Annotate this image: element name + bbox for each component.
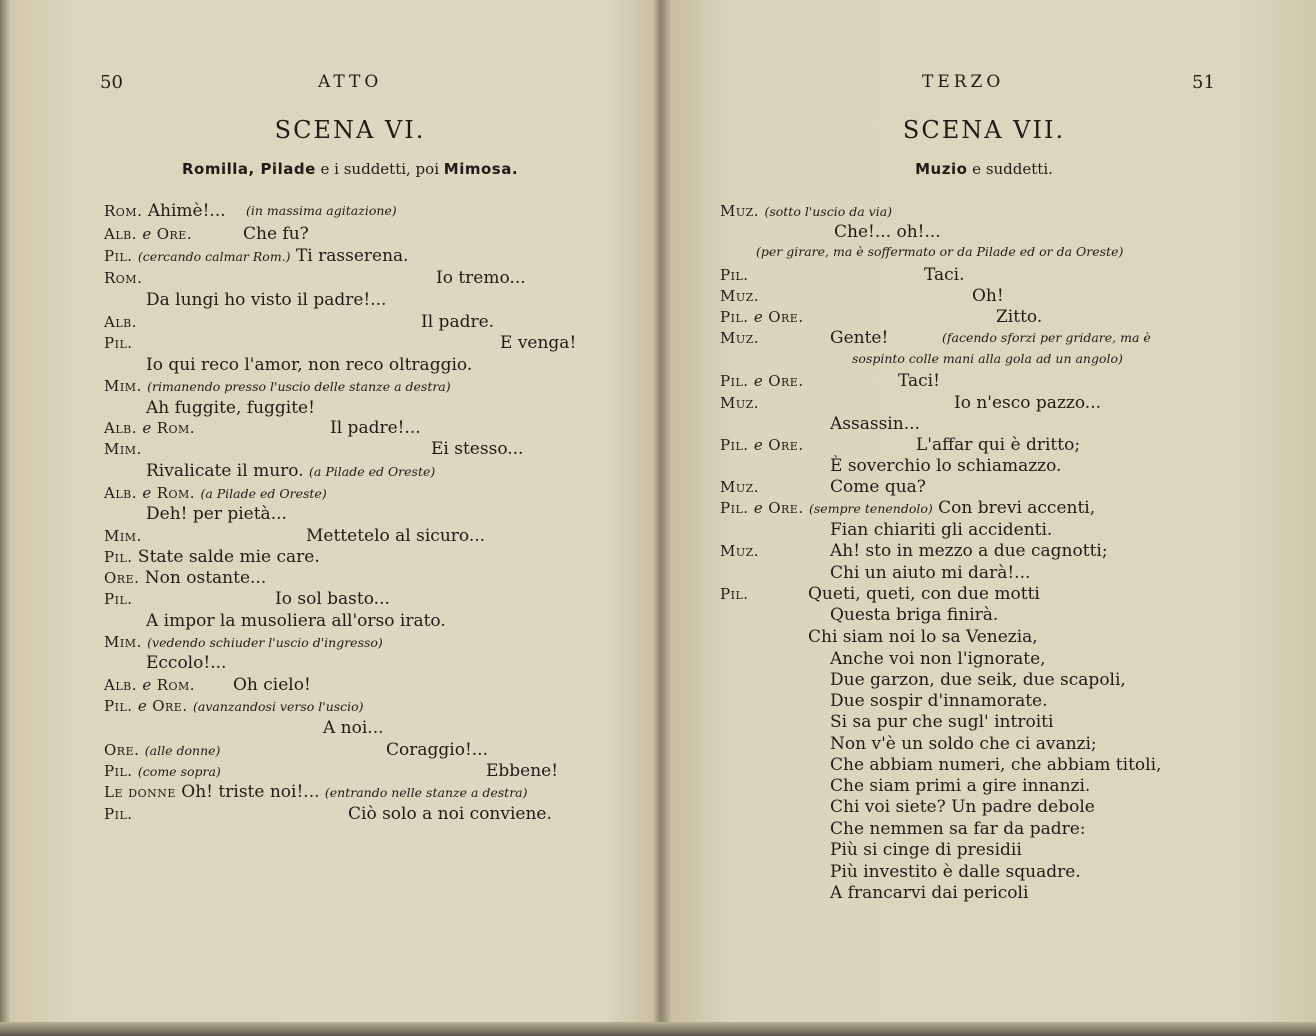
verse: Che nemmen sa far da padre:	[830, 819, 1086, 839]
right-page	[660, 0, 1316, 1036]
conjunction: e	[753, 372, 763, 390]
script-line	[104, 224, 192, 244]
running-head: ATTO	[318, 72, 383, 92]
stage-direction: (a Pilade ed Oreste)	[309, 464, 436, 479]
speaker: Alb.	[104, 313, 137, 331]
verse: Chi voi siete? Un padre debole	[830, 797, 1095, 817]
stage-direction: (cercando calmar Rom.)	[137, 249, 291, 264]
stage-direction: (rimanendo presso l'uscio delle stanze a destra)	[147, 379, 451, 394]
stage-direction: (per girare, ma è soffermato or da Pilade ed or da Oreste)	[756, 244, 1124, 259]
verse: Io qui reco l'amor, non reco oltraggio.	[146, 355, 473, 375]
speaker: Ore.	[156, 225, 193, 243]
verse: Non ostante...	[144, 568, 267, 588]
verse: Che fu?	[243, 224, 309, 244]
script-line	[104, 418, 195, 438]
stage-direction: (in massima agitazione)	[246, 203, 397, 218]
running-head: TERZO	[922, 72, 1005, 92]
conjunction: e	[142, 419, 152, 437]
verse: Oh cielo!	[233, 675, 311, 695]
verse: Che siam primi a gire innanzi.	[830, 776, 1091, 796]
script-line	[720, 371, 804, 391]
speaker: Mim.	[104, 633, 142, 651]
page-number: 51	[1192, 72, 1215, 93]
conjunction: e	[142, 676, 152, 694]
speaker: Rom.	[104, 202, 143, 220]
verse: Deh! per pietà...	[146, 504, 287, 524]
cast-name: Mimosa	[443, 160, 512, 178]
speaker: Pil.	[104, 247, 133, 265]
verse: Anche voi non l'ignorate,	[830, 649, 1046, 669]
speaker: Pil.	[720, 436, 749, 454]
stage-direction: (come sopra)	[137, 764, 221, 779]
speaker: Rom.	[156, 676, 196, 694]
scene-cast	[20, 160, 680, 178]
verse: Il padre!...	[330, 418, 421, 438]
speaker: Pil.	[104, 334, 133, 352]
speaker: Muz.	[720, 394, 760, 412]
verse: A noi...	[323, 718, 384, 738]
speaker: Pil.	[104, 762, 133, 780]
speaker: Pil.	[104, 590, 133, 608]
script-line	[104, 483, 327, 504]
verse: Oh! triste noi!...	[181, 782, 320, 802]
verse: Io sol basto...	[275, 589, 390, 609]
verse: A francarvi dai pericoli	[830, 883, 1029, 903]
conjunction: e	[753, 499, 763, 517]
verse: Taci.	[924, 265, 965, 285]
verse: Io n'esco pazzo...	[954, 393, 1101, 413]
script-line	[104, 201, 226, 221]
cast-name: Pilade	[260, 160, 316, 178]
speaker: Pil.	[720, 372, 749, 390]
stage-direction: (a Pilade ed Oreste)	[200, 486, 327, 501]
script-line	[720, 435, 804, 455]
speaker: Pil.	[720, 499, 749, 517]
verse: Eccolo!...	[146, 653, 227, 673]
speaker: Rom.	[104, 269, 143, 287]
verse: Ah fuggite, fuggite!	[146, 398, 315, 418]
scene-cast	[656, 160, 1312, 178]
script-line	[104, 782, 528, 803]
speaker: Muz.	[720, 202, 760, 220]
speaker: Mim.	[104, 377, 142, 395]
verse: Questa briga finirà.	[830, 605, 999, 625]
verse: Chi un aiuto mi darà!...	[830, 563, 1031, 583]
verse: Queti, queti, con due motti	[808, 584, 1040, 604]
speaker: Muz.	[720, 542, 760, 560]
speaker: Mim.	[104, 440, 142, 458]
stage-direction: (avanzandosi verso l'uscio)	[193, 699, 364, 714]
verse: Ciò solo a noi conviene.	[348, 804, 552, 824]
script-line	[104, 740, 220, 761]
verse: Rivalicate il muro.	[146, 461, 304, 481]
conjunction: e	[137, 697, 147, 715]
speaker: Alb.	[104, 484, 137, 502]
speaker: Pil.	[104, 548, 133, 566]
verse: Gente!	[830, 328, 889, 348]
speaker: Pil.	[720, 585, 749, 603]
verse: Io tremo...	[436, 268, 526, 288]
verse: A impor la musoliera all'orso irato.	[146, 611, 446, 631]
verse: Che abbiam numeri, che abbiam titoli,	[830, 755, 1162, 775]
verse: Ti rasserena.	[295, 246, 409, 266]
verse: Oh!	[972, 286, 1004, 306]
verse: Più si cinge di presidii	[830, 840, 1022, 860]
verse: Come qua?	[830, 477, 926, 497]
script-line	[104, 547, 320, 567]
speaker: Muz.	[720, 478, 760, 496]
verse: Che!... oh!...	[834, 222, 941, 242]
verse: E venga!	[500, 333, 577, 353]
verse: Coraggio!...	[386, 740, 488, 760]
script-line	[104, 761, 221, 782]
speaker: Ore.	[768, 436, 804, 454]
script-line	[146, 461, 435, 482]
cast-text: e suddetti.	[967, 160, 1053, 178]
script-line	[104, 246, 409, 267]
stage-direction: (sempre tenendolo)	[809, 501, 933, 516]
script-line	[720, 498, 1095, 519]
verse: L'affar qui è dritto;	[916, 435, 1081, 455]
verse: Non v'è un soldo che ci avanzi;	[830, 734, 1097, 754]
verse: Due sospir d'innamorate.	[830, 691, 1048, 711]
script-line	[104, 568, 266, 588]
cast-sep: ,	[248, 160, 261, 178]
verse: Mettetelo al sicuro...	[306, 526, 486, 546]
page-number: 50	[100, 72, 123, 93]
speaker: Ore.	[152, 697, 188, 715]
stage-direction: (vedendo schiuder l'uscio d'ingresso)	[147, 635, 383, 650]
cast-text: e i suddetti, poi	[315, 160, 444, 178]
script-line	[104, 376, 451, 397]
cast-end: .	[511, 160, 519, 178]
script-line	[720, 201, 892, 222]
speaker: Pil.	[104, 805, 133, 823]
speaker: Ore.	[768, 499, 804, 517]
speaker: Pil.	[720, 266, 749, 284]
verse: Ebbene!	[486, 761, 559, 781]
scene-title: SCENA VI.	[274, 116, 426, 144]
speaker: Alb.	[104, 225, 137, 243]
conjunction: e	[142, 225, 152, 243]
verse: Si sa pur che sugl' introiti	[830, 712, 1054, 732]
stage-direction: (sotto l'uscio da via)	[764, 204, 893, 219]
scene-title: SCENA VII.	[902, 116, 1066, 144]
cast-name: Muzio	[915, 160, 968, 178]
verse: Da lungi ho visto il padre!...	[146, 290, 387, 310]
conjunction: e	[753, 436, 763, 454]
stage-direction: (alle donne)	[144, 743, 221, 758]
verse: Il padre.	[421, 312, 495, 332]
verse: Con brevi accenti,	[938, 498, 1096, 518]
speaker: Le donne	[104, 783, 176, 801]
speaker: Ore.	[104, 569, 140, 587]
verse: È soverchio lo schiamazzo.	[830, 456, 1062, 476]
stage-direction: sospinto colle mani alla gola ad un angolo)	[852, 351, 1123, 366]
script-line	[104, 632, 383, 653]
script-line	[720, 307, 804, 327]
verse: Taci!	[898, 371, 940, 391]
conjunction: e	[753, 308, 763, 326]
stage-direction: (facendo sforzi per gridare, ma è	[942, 330, 1151, 345]
stage-direction: (entrando nelle stanze a destra)	[324, 785, 528, 800]
speaker: Ore.	[768, 372, 804, 390]
verse: Chi siam noi lo sa Venezia,	[808, 627, 1038, 647]
script-line	[104, 696, 364, 717]
speaker: Pil.	[104, 697, 133, 715]
speaker: Muz.	[720, 287, 760, 305]
verse: Ahimè!...	[147, 201, 226, 221]
script-line	[104, 675, 195, 695]
speaker: Ore.	[768, 308, 804, 326]
cast-name: Romilla	[181, 160, 249, 178]
verse: Due garzon, due seik, due scapoli,	[830, 670, 1126, 690]
speaker: Rom.	[156, 484, 196, 502]
verse: Ei stesso...	[431, 439, 524, 459]
speaker: Ore.	[104, 741, 140, 759]
speaker: Rom.	[156, 419, 196, 437]
speaker: Alb.	[104, 676, 137, 694]
verse: Più investito è dalle squadre.	[830, 862, 1081, 882]
verse: State salde mie care.	[137, 547, 320, 567]
speaker: Alb.	[104, 419, 137, 437]
speaker: Mim.	[104, 527, 142, 545]
conjunction: e	[142, 484, 152, 502]
verse: Fian chiariti gli accidenti.	[830, 520, 1053, 540]
verse: Ah! sto in mezzo a due cagnotti;	[830, 541, 1108, 561]
verse: Zitto.	[996, 307, 1043, 327]
verse: Assassin...	[830, 414, 920, 434]
speaker: Pil.	[720, 308, 749, 326]
speaker: Muz.	[720, 329, 760, 347]
